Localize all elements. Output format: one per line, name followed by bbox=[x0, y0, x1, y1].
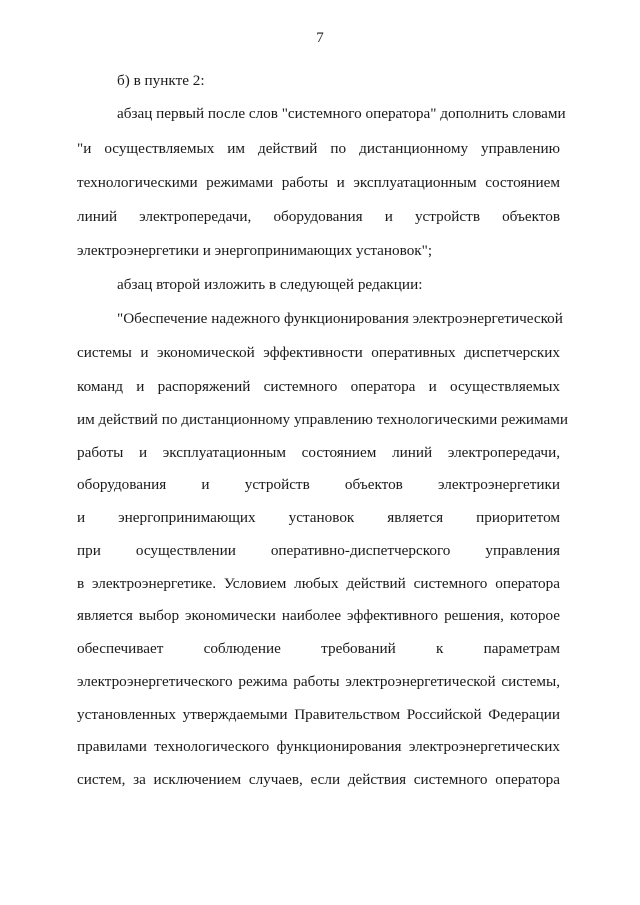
text-line: команд и распоряжений системного оператора и осуществляемых bbox=[77, 378, 560, 395]
text-line: при осуществлении оперативно-диспетчерского управления bbox=[77, 542, 560, 559]
text-line: системы и экономической эффективности оперативных диспетчерских bbox=[77, 344, 560, 361]
text-line: б) в пункте 2: bbox=[117, 72, 205, 89]
text-line: "Обеспечение надежного функционирования электроэнергетической bbox=[117, 310, 563, 327]
text-line: оборудования и устройств объектов электроэнергетики bbox=[77, 476, 560, 493]
text-line: абзац второй изложить в следующей редакции: bbox=[117, 276, 423, 293]
text-line: "и осуществляемых им действий по дистанционному управлению bbox=[77, 140, 560, 157]
text-line: систем, за исключением случаев, если действия системного оператора bbox=[77, 771, 560, 788]
page-number: 7 bbox=[316, 30, 324, 46]
text-line: и энергопринимающих установок является приоритетом bbox=[77, 509, 560, 526]
text-line: обеспечивает соблюдение требований к параметрам bbox=[77, 640, 560, 657]
text-line: работы и эксплуатационным состоянием линий электропередачи, bbox=[77, 444, 560, 461]
text-line: является выбор экономически наиболее эффективного решения, которое bbox=[77, 607, 560, 624]
text-line: линий электропередачи, оборудования и устройств объектов bbox=[77, 208, 560, 225]
text-line: установленных утверждаемыми Правительством Российской Федерации bbox=[77, 706, 560, 723]
text-line: в электроэнергетике. Условием любых действий системного оператора bbox=[77, 575, 560, 592]
text-line: абзац первый после слов "системного оператора" дополнить словами bbox=[117, 105, 566, 122]
text-line: им действий по дистанционному управлению технологическими режимами bbox=[77, 411, 568, 428]
text-line: технологическими режимами работы и эксплуатационным состоянием bbox=[77, 174, 560, 191]
text-line: электроэнергетического режима работы электроэнергетической системы, bbox=[77, 673, 560, 690]
text-line: электроэнергетики и энергопринимающих установок"; bbox=[77, 242, 433, 259]
text-line: правилами технологического функционирования электроэнергетических bbox=[77, 738, 560, 755]
